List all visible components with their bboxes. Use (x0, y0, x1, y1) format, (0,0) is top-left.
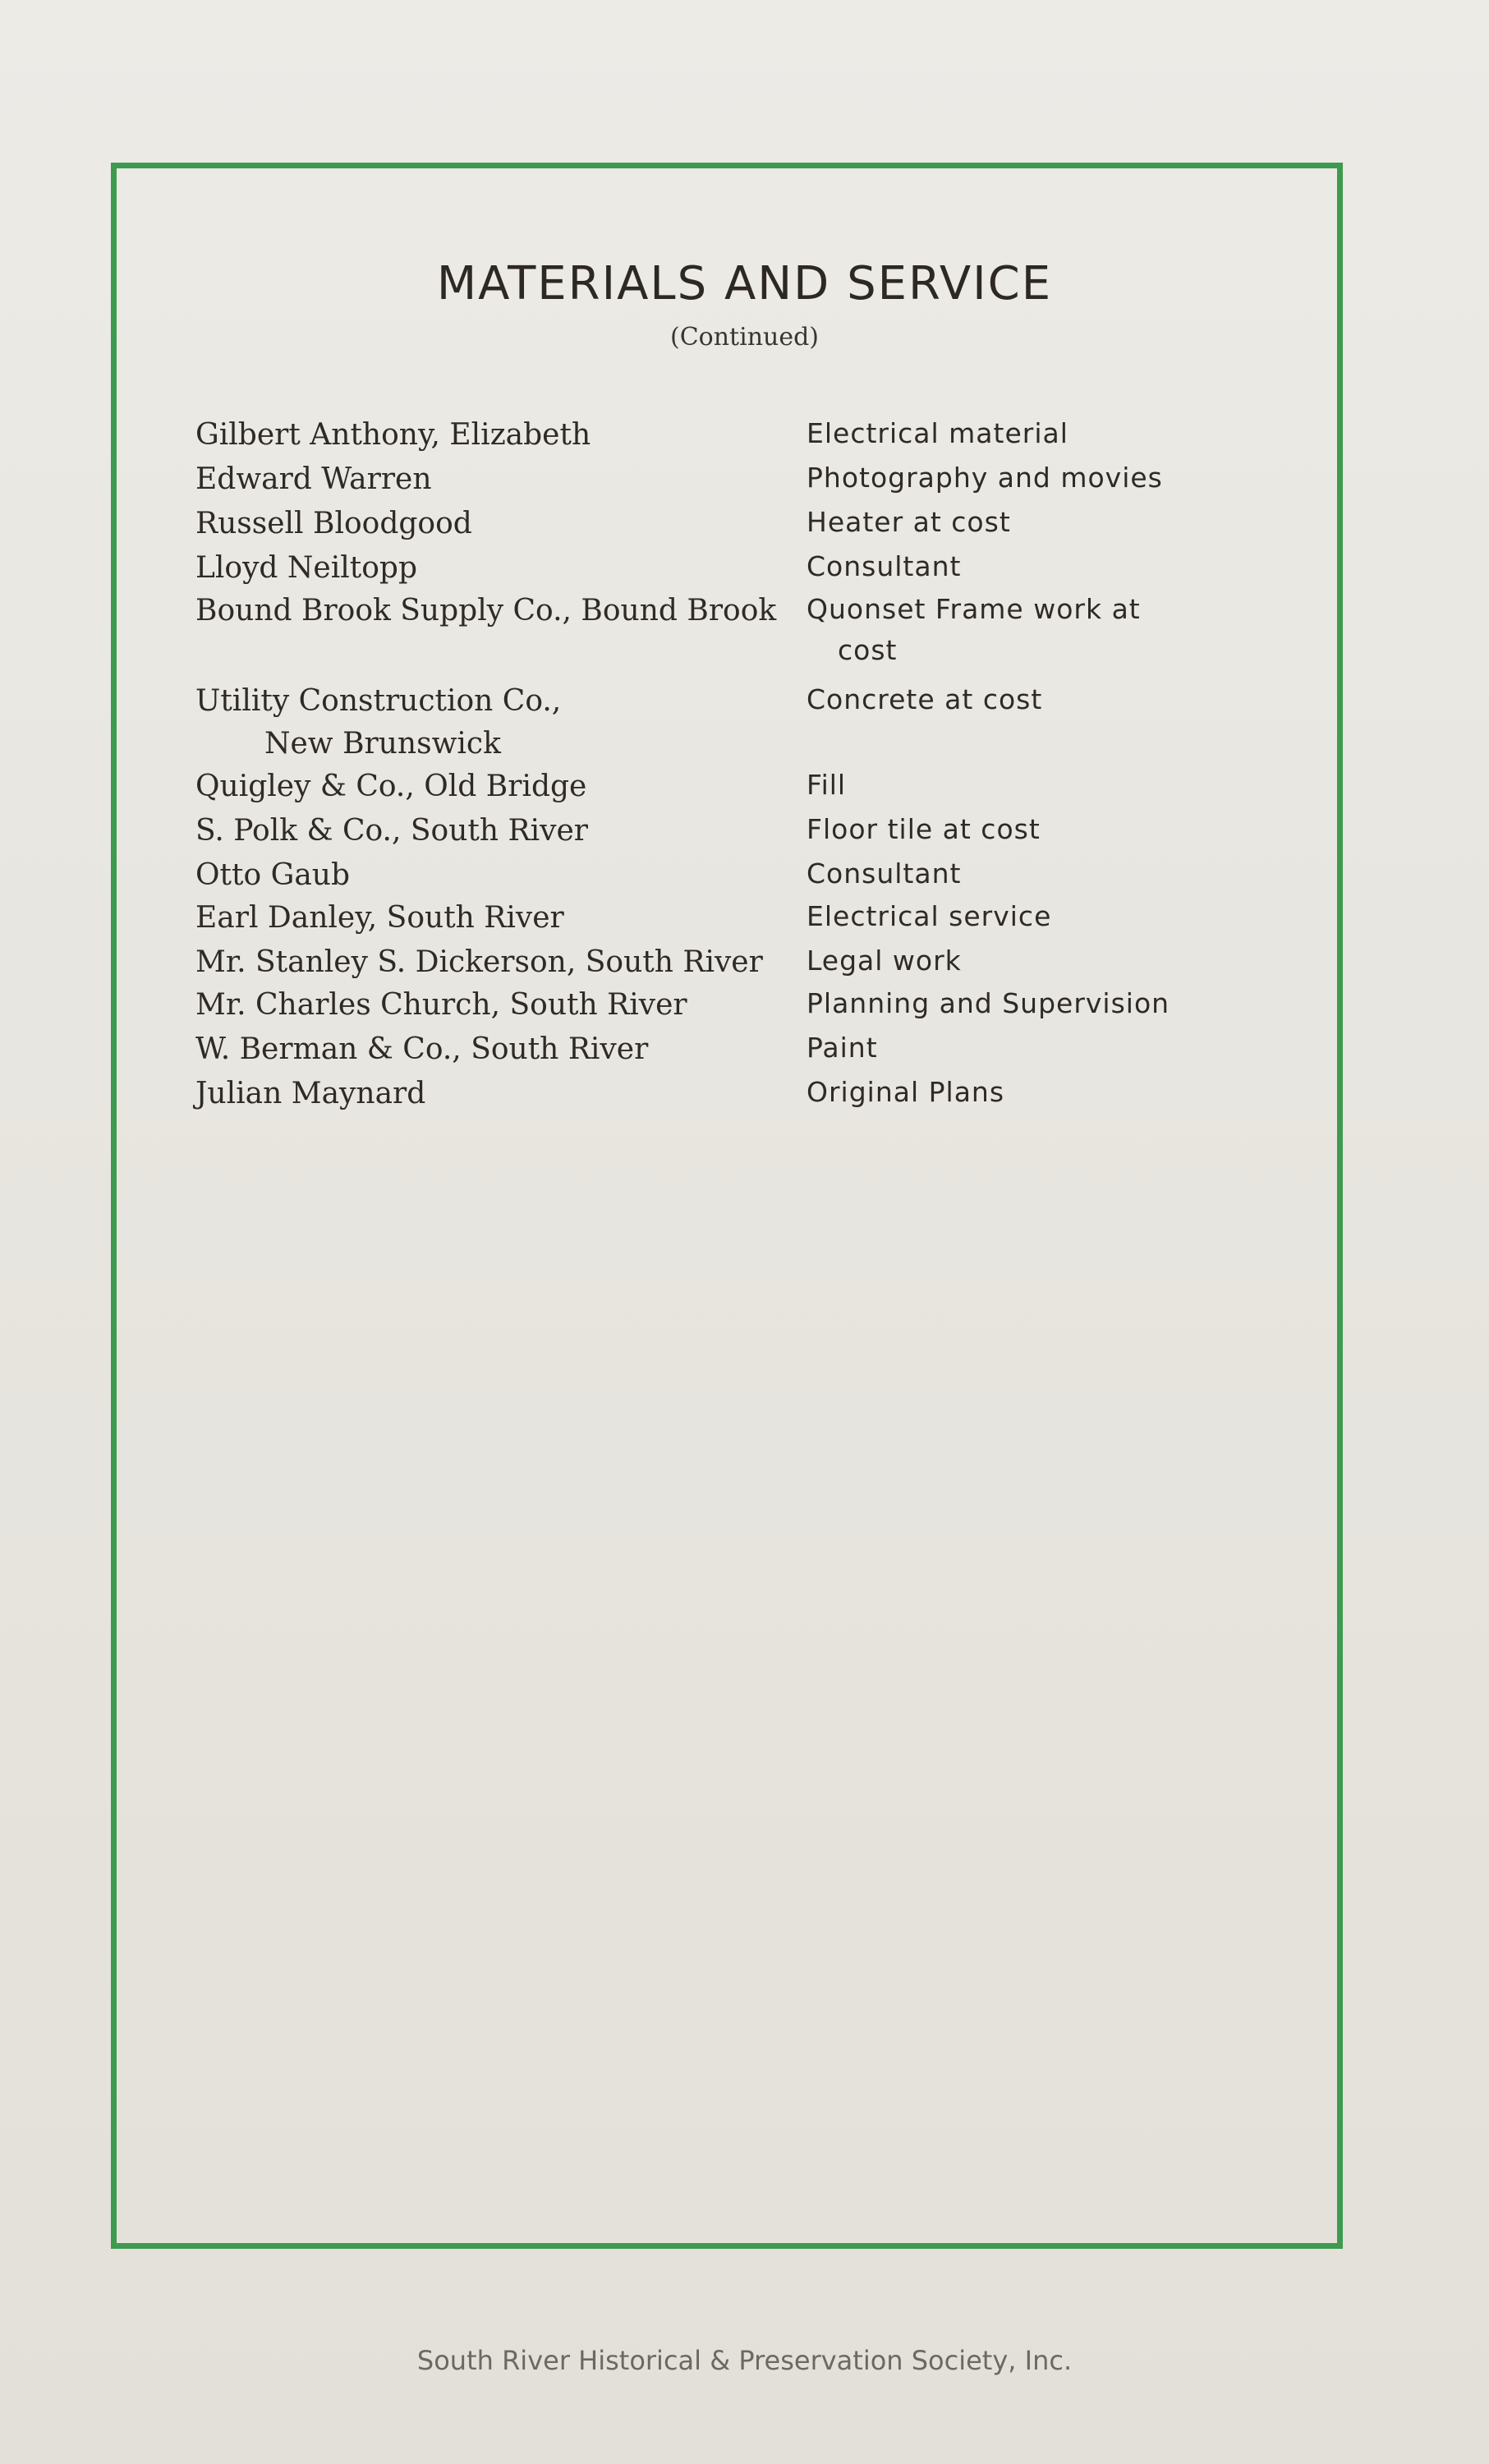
contributor-name (195, 685, 561, 760)
list-item (0, 419, 1489, 468)
list-item (0, 902, 1489, 951)
contributor-name: Mr. Stanley S. Dickerson, South River (195, 945, 763, 979)
contributor-name: Otto Gaub (195, 858, 351, 892)
contribution: Electrical material (807, 417, 1068, 449)
contribution: Consultant (807, 857, 962, 890)
contributor-name: Mr. Charles Church, South River (195, 988, 687, 1022)
contribution: Floor tile at cost (807, 813, 1041, 845)
list-item (0, 463, 1489, 513)
contributor-name: Russell Bloodgood (195, 507, 472, 540)
contributor-name: S. Polk & Co., South River (195, 814, 588, 848)
contributor-name: Quigley & Co., Old Bridge (195, 770, 587, 803)
contributor-name-continuation: New Brunswick (264, 726, 501, 761)
list-item (0, 508, 1489, 557)
page-title: MATERIALS AND SERVICE (436, 257, 1053, 310)
list-item (0, 683, 1489, 761)
contributor-name-line: Utility Construction Co., (195, 684, 562, 718)
contributor-name: Lloyd Neiltopp (195, 551, 417, 585)
contributor-name: Bound Brook Supply Co., Bound Brook (195, 594, 777, 627)
contribution: Paint (807, 1032, 878, 1064)
list-item (0, 770, 1489, 820)
contribution-continuation: cost (838, 634, 898, 667)
contributor-name: Edward Warren (195, 462, 432, 496)
contributor-name: Earl Danley, South River (195, 901, 564, 935)
contributor-name: Julian Maynard (195, 1077, 426, 1110)
page-subtitle: (Continued) (670, 323, 819, 352)
contribution: Legal work (807, 945, 962, 977)
list-item (0, 815, 1489, 864)
list-item (0, 593, 1489, 667)
contribution: Heater at cost (807, 506, 1011, 538)
contribution: Fill (807, 769, 847, 801)
contributor-name: W. Berman & Co., South River (195, 1032, 649, 1066)
list-item (0, 989, 1489, 1038)
contribution: Concrete at cost (807, 683, 1043, 715)
list-item (0, 1033, 1489, 1083)
contributor-name: Gilbert Anthony, Elizabeth (195, 418, 591, 452)
contribution: Electrical service (807, 900, 1052, 932)
contribution: Planning and Supervision (807, 987, 1170, 1019)
contribution: Consultant (807, 550, 962, 582)
contribution (807, 595, 1141, 666)
contribution-line: Quonset Frame work at (807, 593, 1141, 625)
contribution: Photography and movies (807, 462, 1163, 494)
list-item (0, 1078, 1489, 1127)
contribution: Original Plans (807, 1076, 1005, 1108)
footer-watermark: South River Historical & Preservation Society, Inc. (416, 2345, 1073, 2376)
